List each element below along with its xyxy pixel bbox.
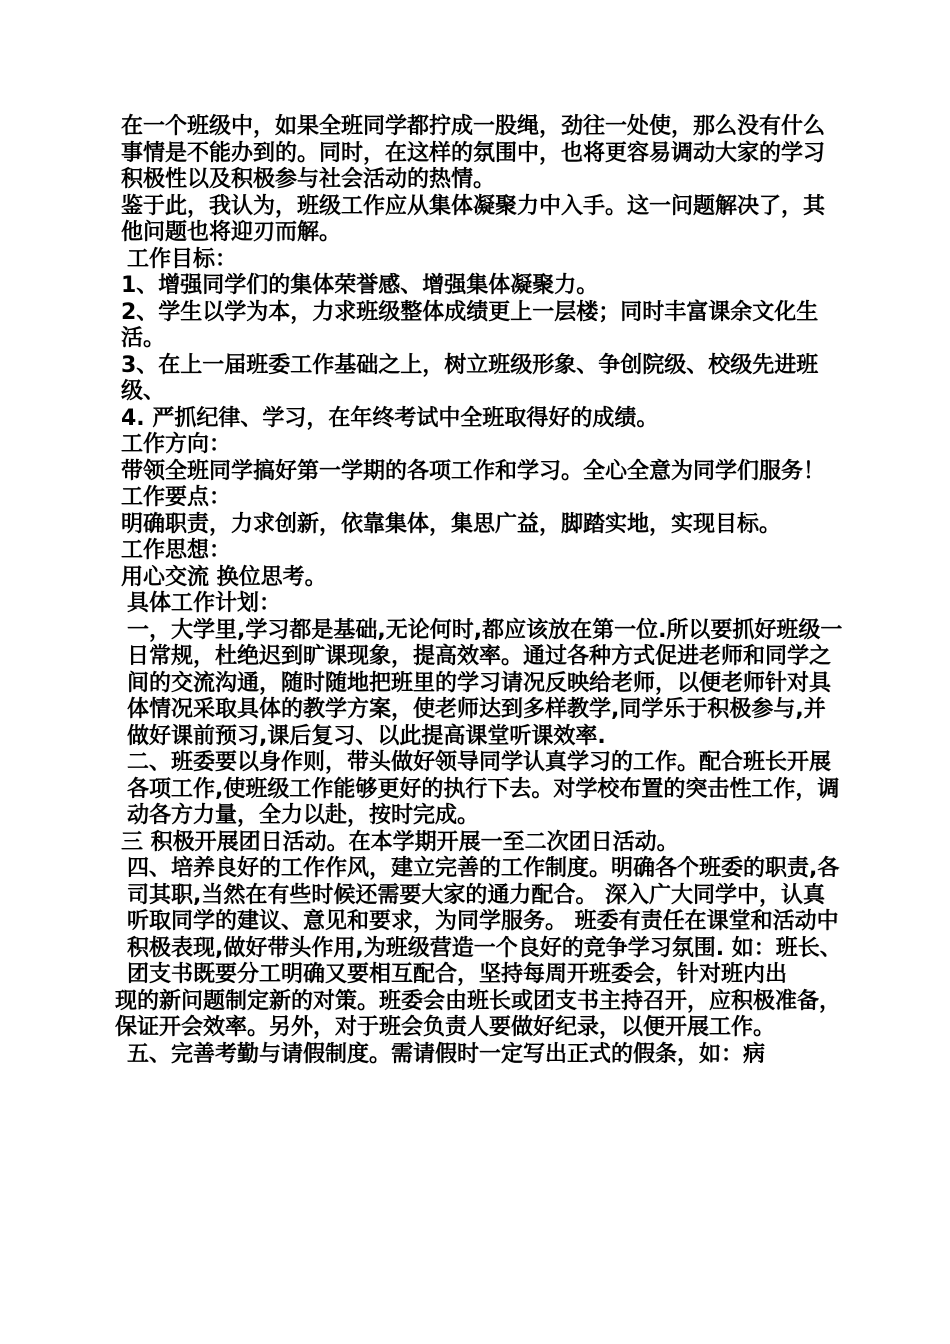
plan-item-4-continued: 现的新问题制定新的对策。班委会由班长或团支书主持召开，应积极准备，保证开会效率。另外，对于班会负责人要做好纪录，以便开展工作。 xyxy=(115,988,842,1040)
heading-work-direction: 工作方向： xyxy=(121,432,232,457)
plan-item-3: 三 积极开展团日活动。在本学期开展一至二次团日活动。 xyxy=(121,829,679,855)
goal-item-1: 1、增强同学们的集体荣誉感、增强集体凝聚力。 xyxy=(121,273,599,298)
goal-item-2: 2、学生以学为本，力求班级整体成绩更上一层楼；同时丰富课余文化生活。 xyxy=(121,299,819,351)
heading-work-goals: 工作目标： xyxy=(127,246,238,272)
work-direction-text: 带领全班同学搞好第一学期的各项工作和学习。全心全意为同学们服务！ xyxy=(121,458,826,484)
document-body xyxy=(115,114,845,1068)
plan-item-4: 四、培养良好的工作作风，建立完善的工作制度。明确各个班委的职责,各司其职,当然在有些时候还需要大家的通力配合。 深入广大同学中，认真听取同学的建议、意见和要求，为同学服务。 班委有责任在课堂和活动中积极表现,做好带头作用,为班级营造一个良好的竞争学习氛围. 如：班长、团支书既要分工明确又要相互配合，坚持每周开班委会，针对班内出 xyxy=(127,856,842,987)
plan-item-1: 一，大学里,学习都是基础,无论何时,都应该放在第一位.所以要抓好班级一日常规，杜绝迟到旷课现象，提高效率。通过各种方式促进老师和同学之间的交流沟通，随时随地把班里的学习请况反映给老师，以便老师针对具体情况采取具体的教学方案，使老师达到多样教学,同学乐于积极参与,并做好课前预习,课后复习、以此提高课堂听课效率. xyxy=(127,617,843,749)
plan-item-5: 五、完善考勤与请假制度。需请假时一定写出正式的假条，如：病 xyxy=(127,1041,766,1067)
heading-work-points: 工作要点： xyxy=(121,485,232,510)
work-thinking-text: 用心交流 换位思考。 xyxy=(121,564,327,590)
heading-work-thinking: 工作思想： xyxy=(121,538,232,563)
heading-work-plan: 具体工作计划： xyxy=(127,591,282,616)
paragraph-intro: 在一个班级中，如果全班同学都拧成一股绳，劲往一处使，那么没有什么事情是不能办到的。同时，在这样的氛围中，也将更容易调动大家的学习积极性以及积极参与社会活动的热情。 xyxy=(121,114,826,192)
goal-item-4: 4. 严抓纪律、学习，在年终考试中全班取得好的成绩。 xyxy=(121,405,659,431)
paragraph-conclusion: 鉴于此，我认为，班级工作应从集体凝聚力中入手。这一问题解决了，其他问题也将迎刃而解。 xyxy=(121,193,826,245)
goal-item-3: 3、在上一届班委工作基础之上，树立班级形象、争创院级、校级先进班级、 xyxy=(121,352,819,404)
plan-item-2: 二、班委要以身作则，带头做好领导同学认真学习的工作。配合班长开展各项工作,使班级工作能够更好的执行下去。对学校布置的突击性工作，调动各方力量，全力以赴，按时完成。 xyxy=(127,750,840,828)
work-points-text: 明确职责，力求创新，依靠集体，集思广益，脚踏实地，实现目标。 xyxy=(121,511,782,537)
